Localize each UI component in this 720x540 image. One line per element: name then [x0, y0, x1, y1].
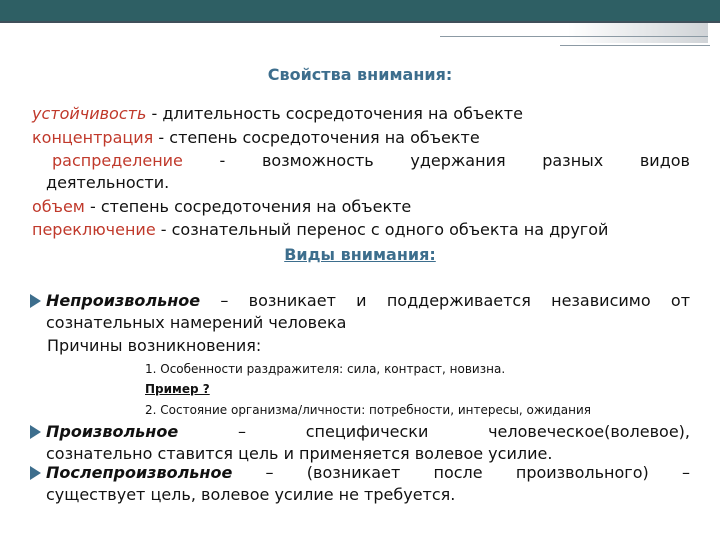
type-text-cont: сознательно ставится цель и применяется волевое усилие. — [46, 444, 553, 463]
property-separator: - — [182, 151, 262, 170]
property-switching — [32, 219, 690, 241]
type-separator: – — [200, 291, 249, 310]
type-text-cont: существует цель, волевое усилие не требуется. — [46, 485, 456, 504]
property-separator: - — [153, 128, 170, 147]
property-desc-cont: деятельности. — [46, 173, 170, 192]
top-decor-bar — [0, 0, 720, 21]
type-term: Произвольное — [46, 422, 179, 441]
type-separator: – — [178, 422, 306, 441]
property-separator: - — [146, 104, 163, 123]
property-concentration — [32, 127, 690, 149]
type-text-cont: сознательных намерений человека — [46, 313, 347, 332]
property-volume — [32, 196, 690, 218]
property-term: переключение — [32, 220, 156, 239]
property-term: устойчивость — [32, 104, 147, 123]
type-text: (возникает после произвольного) – — [306, 463, 690, 482]
type-post-voluntary — [30, 462, 690, 506]
type-voluntary — [30, 421, 690, 465]
property-stability — [32, 103, 690, 125]
type-separator: – — [232, 463, 307, 482]
decor-line — [440, 36, 708, 37]
property-desc: сознательный перенос с одного объекта на другой — [171, 220, 609, 239]
property-separator: - — [155, 220, 172, 239]
causes-label: Причины возникновения: — [47, 336, 262, 355]
top-decor-shadow — [568, 23, 708, 43]
property-desc: степень сосредоточения на объекте — [169, 128, 480, 147]
decor-line — [560, 45, 710, 46]
arrow-bullet-icon — [30, 466, 41, 480]
arrow-bullet-icon — [30, 425, 41, 439]
example-link: Пример ? — [145, 382, 210, 396]
property-desc: степень сосредоточения на объекте — [100, 197, 412, 216]
heading-types — [0, 245, 720, 264]
type-involuntary — [30, 290, 690, 334]
property-distribution — [32, 150, 690, 194]
property-separator: - — [84, 197, 101, 216]
property-desc: возможность удержания разных видов — [261, 151, 690, 170]
heading-types-text: Виды внимания: — [284, 245, 436, 264]
property-term: концентрация — [32, 128, 154, 147]
type-term: Послепроизвольное — [46, 463, 233, 482]
type-text: специфически человеческое(волевое), — [305, 422, 690, 441]
type-term: Непроизвольное — [46, 291, 201, 310]
cause-2: 2. Состояние организма/личности: потребности, интересы, ожидания — [145, 403, 592, 417]
property-desc: длительность сосредоточения на объекте — [162, 104, 523, 123]
cause-1: 1. Особенности раздражителя: сила, контраст, новизна. — [145, 362, 506, 376]
property-term: распределение — [52, 151, 183, 170]
arrow-bullet-icon — [30, 294, 41, 308]
property-term: объем — [32, 197, 85, 216]
heading-properties: Свойства внимания: — [267, 65, 453, 84]
type-text: возникает и поддерживается независимо от — [248, 291, 691, 310]
